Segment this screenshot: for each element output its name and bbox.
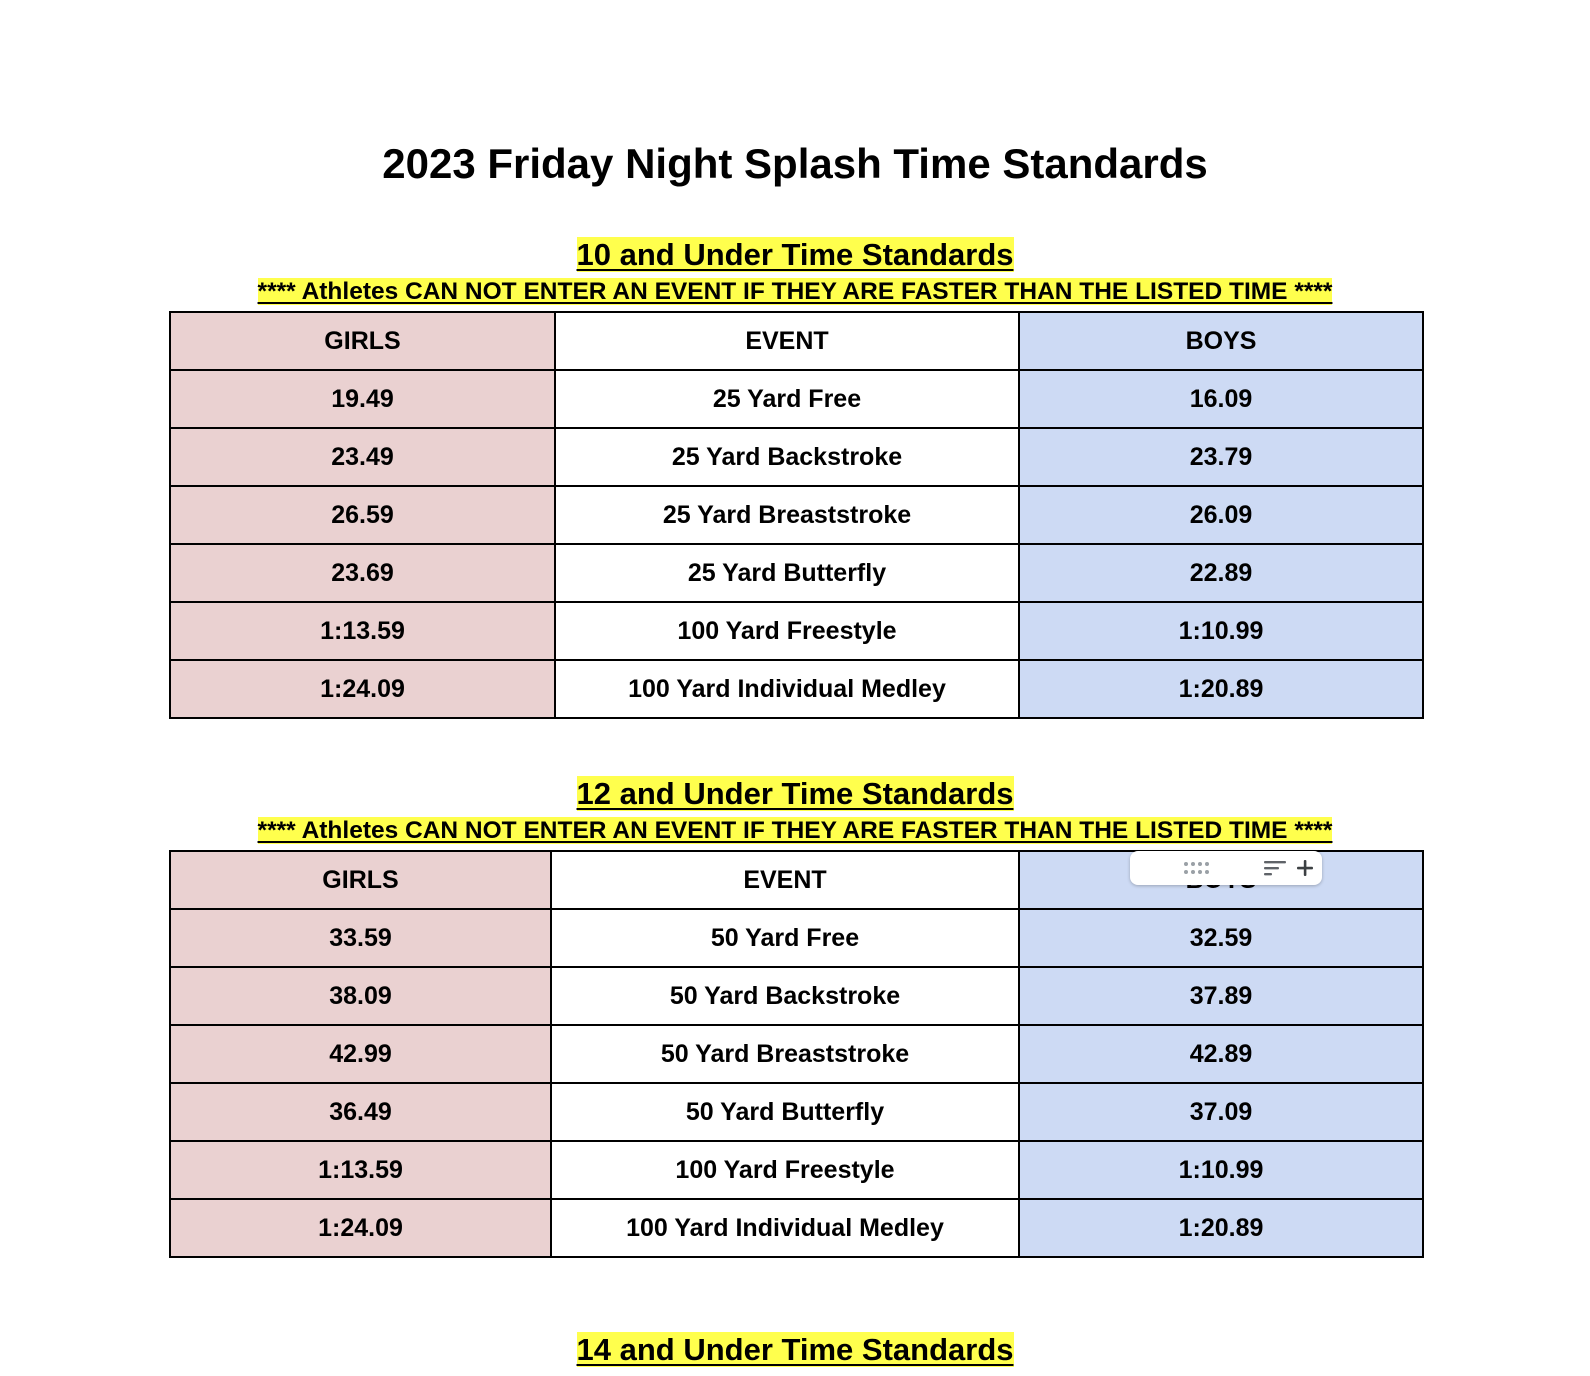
boys-time-cell[interactable]: 22.89: [1019, 544, 1423, 602]
boys-time-cell[interactable]: 1:10.99: [1019, 602, 1423, 660]
boys-time-cell[interactable]: 1:20.89: [1019, 660, 1423, 718]
section-heading: [0, 235, 1590, 275]
section-heading: [0, 774, 1590, 814]
table-row: [170, 1025, 1423, 1083]
girls-time-cell[interactable]: 36.49: [170, 1083, 551, 1141]
table-row: [170, 428, 1423, 486]
drag-handle-icon[interactable]: [1182, 860, 1210, 876]
table-row: [170, 660, 1423, 718]
boys-time-cell[interactable]: 1:10.99: [1019, 1141, 1423, 1199]
girls-time-cell[interactable]: 38.09: [170, 967, 551, 1025]
header-girls[interactable]: GIRLS: [170, 312, 555, 370]
section-12-and-under: [0, 774, 1590, 1242]
boys-time-cell[interactable]: 37.09: [1019, 1083, 1423, 1141]
event-cell[interactable]: 50 Yard Butterfly: [551, 1083, 1019, 1141]
section-warning-text: **** Athletes CAN NOT ENTER AN EVENT IF THEY ARE FASTER THAN THE LISTED TIME ****: [257, 278, 1333, 305]
girls-time-cell[interactable]: 23.49: [170, 428, 555, 486]
table-row: [170, 1199, 1423, 1257]
girls-time-cell[interactable]: 1:13.59: [170, 1141, 551, 1199]
header-event[interactable]: EVENT: [551, 851, 1019, 909]
section-warning: [0, 275, 1590, 309]
section-heading-text: 14 and Under Time Standards: [576, 1332, 1014, 1367]
standards-table: [169, 311, 1424, 719]
header-event[interactable]: EVENT: [555, 312, 1019, 370]
event-cell[interactable]: 25 Yard Free: [555, 370, 1019, 428]
event-cell[interactable]: 50 Yard Backstroke: [551, 967, 1019, 1025]
boys-time-cell[interactable]: 1:20.89: [1019, 1199, 1423, 1257]
page-title: 2023 Friday Night Splash Time Standards: [382, 140, 1208, 187]
event-cell[interactable]: 25 Yard Butterfly: [555, 544, 1019, 602]
boys-time-cell[interactable]: 16.09: [1019, 370, 1423, 428]
table-row: [170, 544, 1423, 602]
section-warning-text: **** Athletes CAN NOT ENTER AN EVENT IF THEY ARE FASTER THAN THE LISTED TIME ****: [257, 817, 1333, 844]
section-14-and-under: [0, 1330, 1590, 1367]
section-warning: [0, 814, 1590, 848]
section-10-and-under: [0, 235, 1590, 703]
plus-icon[interactable]: [1294, 857, 1316, 879]
girls-time-cell[interactable]: 1:13.59: [170, 602, 555, 660]
section-heading-text: 10 and Under Time Standards: [576, 237, 1014, 272]
girls-time-cell[interactable]: 23.69: [170, 544, 555, 602]
table-row: [170, 1141, 1423, 1199]
event-cell[interactable]: 100 Yard Individual Medley: [555, 660, 1019, 718]
boys-time-cell[interactable]: 23.79: [1019, 428, 1423, 486]
girls-time-cell[interactable]: 19.49: [170, 370, 555, 428]
boys-time-cell[interactable]: 26.09: [1019, 486, 1423, 544]
table-row: [170, 486, 1423, 544]
boys-time-cell[interactable]: 42.89: [1019, 1025, 1423, 1083]
table-row: [170, 909, 1423, 967]
table-row: [170, 1083, 1423, 1141]
girls-time-cell[interactable]: 26.59: [170, 486, 555, 544]
table-row: [170, 967, 1423, 1025]
table-toolbar: [1130, 851, 1322, 885]
sort-icon[interactable]: [1264, 860, 1288, 876]
event-cell[interactable]: 100 Yard Freestyle: [551, 1141, 1019, 1199]
event-cell[interactable]: 25 Yard Breaststroke: [555, 486, 1019, 544]
table-row: [170, 602, 1423, 660]
section-heading: [0, 1330, 1590, 1370]
event-cell[interactable]: 100 Yard Freestyle: [555, 602, 1019, 660]
section-heading-text: 12 and Under Time Standards: [576, 776, 1014, 811]
event-cell[interactable]: 100 Yard Individual Medley: [551, 1199, 1019, 1257]
boys-time-cell[interactable]: 32.59: [1019, 909, 1423, 967]
standards-table: [169, 850, 1424, 1258]
girls-time-cell[interactable]: 1:24.09: [170, 1199, 551, 1257]
table-row: [170, 370, 1423, 428]
header-boys[interactable]: BOYS: [1019, 312, 1423, 370]
boys-time-cell[interactable]: 37.89: [1019, 967, 1423, 1025]
girls-time-cell[interactable]: 1:24.09: [170, 660, 555, 718]
girls-time-cell[interactable]: 42.99: [170, 1025, 551, 1083]
table-header-row: [170, 312, 1423, 370]
event-cell[interactable]: 50 Yard Free: [551, 909, 1019, 967]
header-girls[interactable]: GIRLS: [170, 851, 551, 909]
girls-time-cell[interactable]: 33.59: [170, 909, 551, 967]
event-cell[interactable]: 25 Yard Backstroke: [555, 428, 1019, 486]
event-cell[interactable]: 50 Yard Breaststroke: [551, 1025, 1019, 1083]
